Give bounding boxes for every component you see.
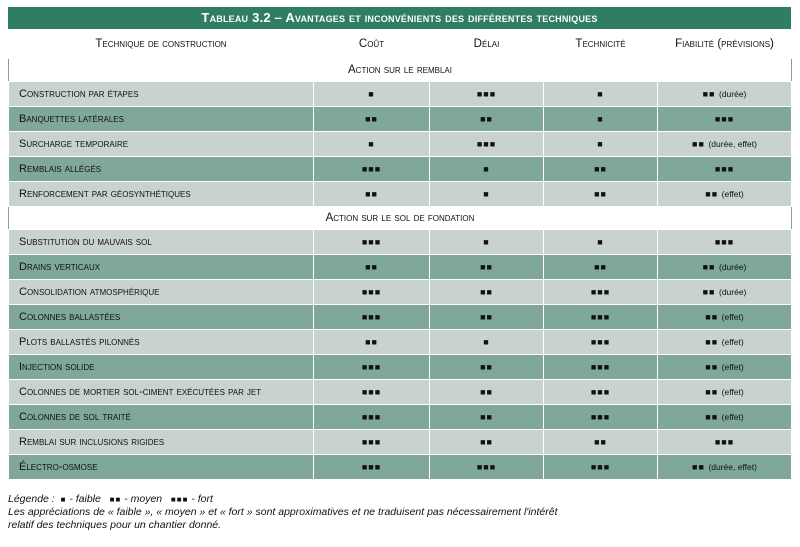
fiabilite-cell	[658, 455, 792, 480]
fiabilite-cell	[658, 107, 792, 132]
header-row	[9, 30, 792, 59]
header-technique: Technique de construction	[9, 30, 314, 59]
fiabilite-cell	[658, 405, 792, 430]
cout-rating: ■■	[314, 182, 430, 207]
cout-rating: ■	[314, 132, 430, 157]
fiabilite-rating: ■■	[705, 387, 719, 397]
technicite-rating: ■■	[544, 430, 658, 455]
delai-rating: ■■	[430, 380, 544, 405]
technicite-rating: ■■■	[544, 405, 658, 430]
fiabilite-cell	[658, 305, 792, 330]
fiabilite-cell	[658, 355, 792, 380]
fiabilite-rating: ■■	[705, 412, 719, 422]
technique-label: Drains verticaux	[9, 255, 314, 280]
fiabilite-note: (effet)	[721, 312, 744, 322]
fiabilite-note: (durée, effet)	[708, 139, 757, 149]
delai-rating: ■■■	[430, 132, 544, 157]
fiabilite-note: (effet)	[721, 337, 744, 347]
cout-rating: ■■■	[314, 230, 430, 255]
delai-rating: ■■	[430, 305, 544, 330]
cout-rating: ■■■	[314, 430, 430, 455]
technique-label: Colonnes de mortier sol-ciment exécutées par jet	[9, 380, 314, 405]
table-row	[9, 305, 792, 330]
legend-keys	[8, 493, 791, 506]
fiabilite-cell	[658, 255, 792, 280]
delai-rating: ■■	[430, 430, 544, 455]
fiabilite-note: (effet)	[721, 362, 744, 372]
cout-rating: ■■	[314, 107, 430, 132]
fiabilite-note: (effet)	[721, 412, 744, 422]
fiabilite-rating: ■■	[705, 312, 719, 322]
technique-label: Remblais allégés	[9, 157, 314, 182]
header-technicite: Technicité	[544, 30, 658, 59]
legend-fort-symbol: ■■■	[170, 495, 189, 504]
fiabilite-cell	[658, 280, 792, 305]
technique-label: Colonnes ballastées	[9, 305, 314, 330]
table-row	[9, 380, 792, 405]
table-row	[9, 82, 792, 107]
technique-label: Consolidation atmosphérique	[9, 280, 314, 305]
technicite-rating: ■■■	[544, 280, 658, 305]
fiabilite-cell	[658, 430, 792, 455]
cout-rating: ■■	[314, 330, 430, 355]
delai-rating: ■	[430, 230, 544, 255]
fiabilite-rating: ■■■	[714, 237, 735, 247]
fiabilite-rating: ■■■	[714, 437, 735, 447]
legend-intro: Légende :	[8, 493, 55, 505]
table-row	[9, 280, 792, 305]
fiabilite-note: (durée)	[718, 287, 747, 297]
fiabilite-cell	[658, 330, 792, 355]
cout-rating: ■■■	[314, 355, 430, 380]
delai-rating: ■	[430, 330, 544, 355]
delai-rating: ■■	[430, 107, 544, 132]
table-row	[9, 255, 792, 280]
delai-rating: ■■■	[430, 455, 544, 480]
technicite-rating: ■■	[544, 255, 658, 280]
technique-label: Plots ballastés pilonnés	[9, 330, 314, 355]
header-cout: Coût	[314, 30, 430, 59]
table-row	[9, 330, 792, 355]
fiabilite-rating: ■■	[705, 189, 719, 199]
fiabilite-note: (durée)	[718, 89, 747, 99]
technicite-rating: ■■■	[544, 330, 658, 355]
fiabilite-rating: ■■	[692, 462, 705, 472]
fiabilite-note: (effet)	[721, 387, 744, 397]
techniques-table	[8, 29, 792, 480]
legend-moyen: - moyen	[124, 493, 163, 505]
fiabilite-rating: ■■	[692, 139, 705, 149]
technicite-rating: ■	[544, 107, 658, 132]
fiabilite-cell	[658, 157, 792, 182]
technique-label: Colonnes de sol traité	[9, 405, 314, 430]
fiabilite-note: (durée)	[718, 262, 747, 272]
fiabilite-cell	[658, 132, 792, 157]
delai-rating: ■■	[430, 405, 544, 430]
legend-note-line-2: relatif des techniques pour un chantier donné.	[8, 519, 222, 531]
technicite-rating: ■■	[544, 157, 658, 182]
section-header-row	[9, 59, 792, 82]
cout-rating: ■	[314, 82, 430, 107]
table-row	[9, 355, 792, 380]
fiabilite-rating: ■■■	[714, 114, 735, 124]
fiabilite-cell	[658, 82, 792, 107]
technicite-rating: ■■■	[544, 380, 658, 405]
section-header-row	[9, 207, 792, 230]
technique-label: Renforcement par géosynthétiques	[9, 182, 314, 207]
cout-rating: ■■■	[314, 455, 430, 480]
fiabilite-rating: ■■	[702, 287, 716, 297]
fiabilite-cell	[658, 182, 792, 207]
technique-label: Électro-osmose	[9, 455, 314, 480]
legend-moyen-symbol: ■■	[109, 495, 122, 504]
table-row	[9, 157, 792, 182]
table-row	[9, 107, 792, 132]
technicite-rating: ■	[544, 230, 658, 255]
technicite-rating: ■■■	[544, 305, 658, 330]
legend-faible-symbol: ■	[60, 495, 67, 504]
cout-rating: ■■	[314, 255, 430, 280]
fiabilite-rating: ■■	[705, 362, 719, 372]
legend	[8, 493, 791, 532]
fiabilite-rating: ■■	[705, 337, 719, 347]
fiabilite-note: (durée, effet)	[708, 462, 757, 472]
cout-rating: ■■■	[314, 280, 430, 305]
technique-label: Surcharge temporaire	[9, 132, 314, 157]
cout-rating: ■■■	[314, 157, 430, 182]
fiabilite-note: (effet)	[721, 189, 744, 199]
fiabilite-cell	[658, 230, 792, 255]
delai-rating: ■	[430, 157, 544, 182]
delai-rating: ■■	[430, 355, 544, 380]
fiabilite-rating: ■■■	[714, 164, 735, 174]
technicite-rating: ■	[544, 132, 658, 157]
header-delai: Délai	[430, 30, 544, 59]
fiabilite-cell	[658, 380, 792, 405]
table-row	[9, 132, 792, 157]
technicite-rating: ■■■	[544, 355, 658, 380]
fiabilite-rating: ■■	[702, 89, 716, 99]
technicite-rating: ■	[544, 82, 658, 107]
delai-rating: ■■	[430, 280, 544, 305]
technique-label: Construction par étapes	[9, 82, 314, 107]
technique-label: Banquettes latérales	[9, 107, 314, 132]
technique-label: Substitution du mauvais sol	[9, 230, 314, 255]
technique-label: Remblai sur inclusions rigides	[9, 430, 314, 455]
table-row	[9, 430, 792, 455]
table-row	[9, 182, 792, 207]
table-row	[9, 405, 792, 430]
cout-rating: ■■■	[314, 305, 430, 330]
cout-rating: ■■■	[314, 405, 430, 430]
legend-faible: - faible	[69, 493, 101, 505]
cout-rating: ■■■	[314, 380, 430, 405]
table-title: Tableau 3.2 – Avantages et inconvénients des différentes techniques	[8, 7, 791, 29]
delai-rating: ■	[430, 182, 544, 207]
delai-rating: ■■	[430, 255, 544, 280]
table-row	[9, 455, 792, 480]
technique-label: Injection solide	[9, 355, 314, 380]
legend-note-line-1: Les appréciations de « faible », « moyen » et « fort » sont approximatives et ne traduisent pas nécessairement l'intérêt	[8, 506, 558, 518]
header-fiabilite: Fiabilité (prévisions)	[658, 30, 792, 59]
section-title: Action sur le remblai	[9, 59, 792, 82]
technicite-rating: ■■■	[544, 455, 658, 480]
fiabilite-rating: ■■	[702, 262, 716, 272]
section-title: Action sur le sol de fondation	[9, 207, 792, 230]
table-row	[9, 230, 792, 255]
delai-rating: ■■■	[430, 82, 544, 107]
technicite-rating: ■■	[544, 182, 658, 207]
legend-fort: - fort	[191, 493, 213, 505]
